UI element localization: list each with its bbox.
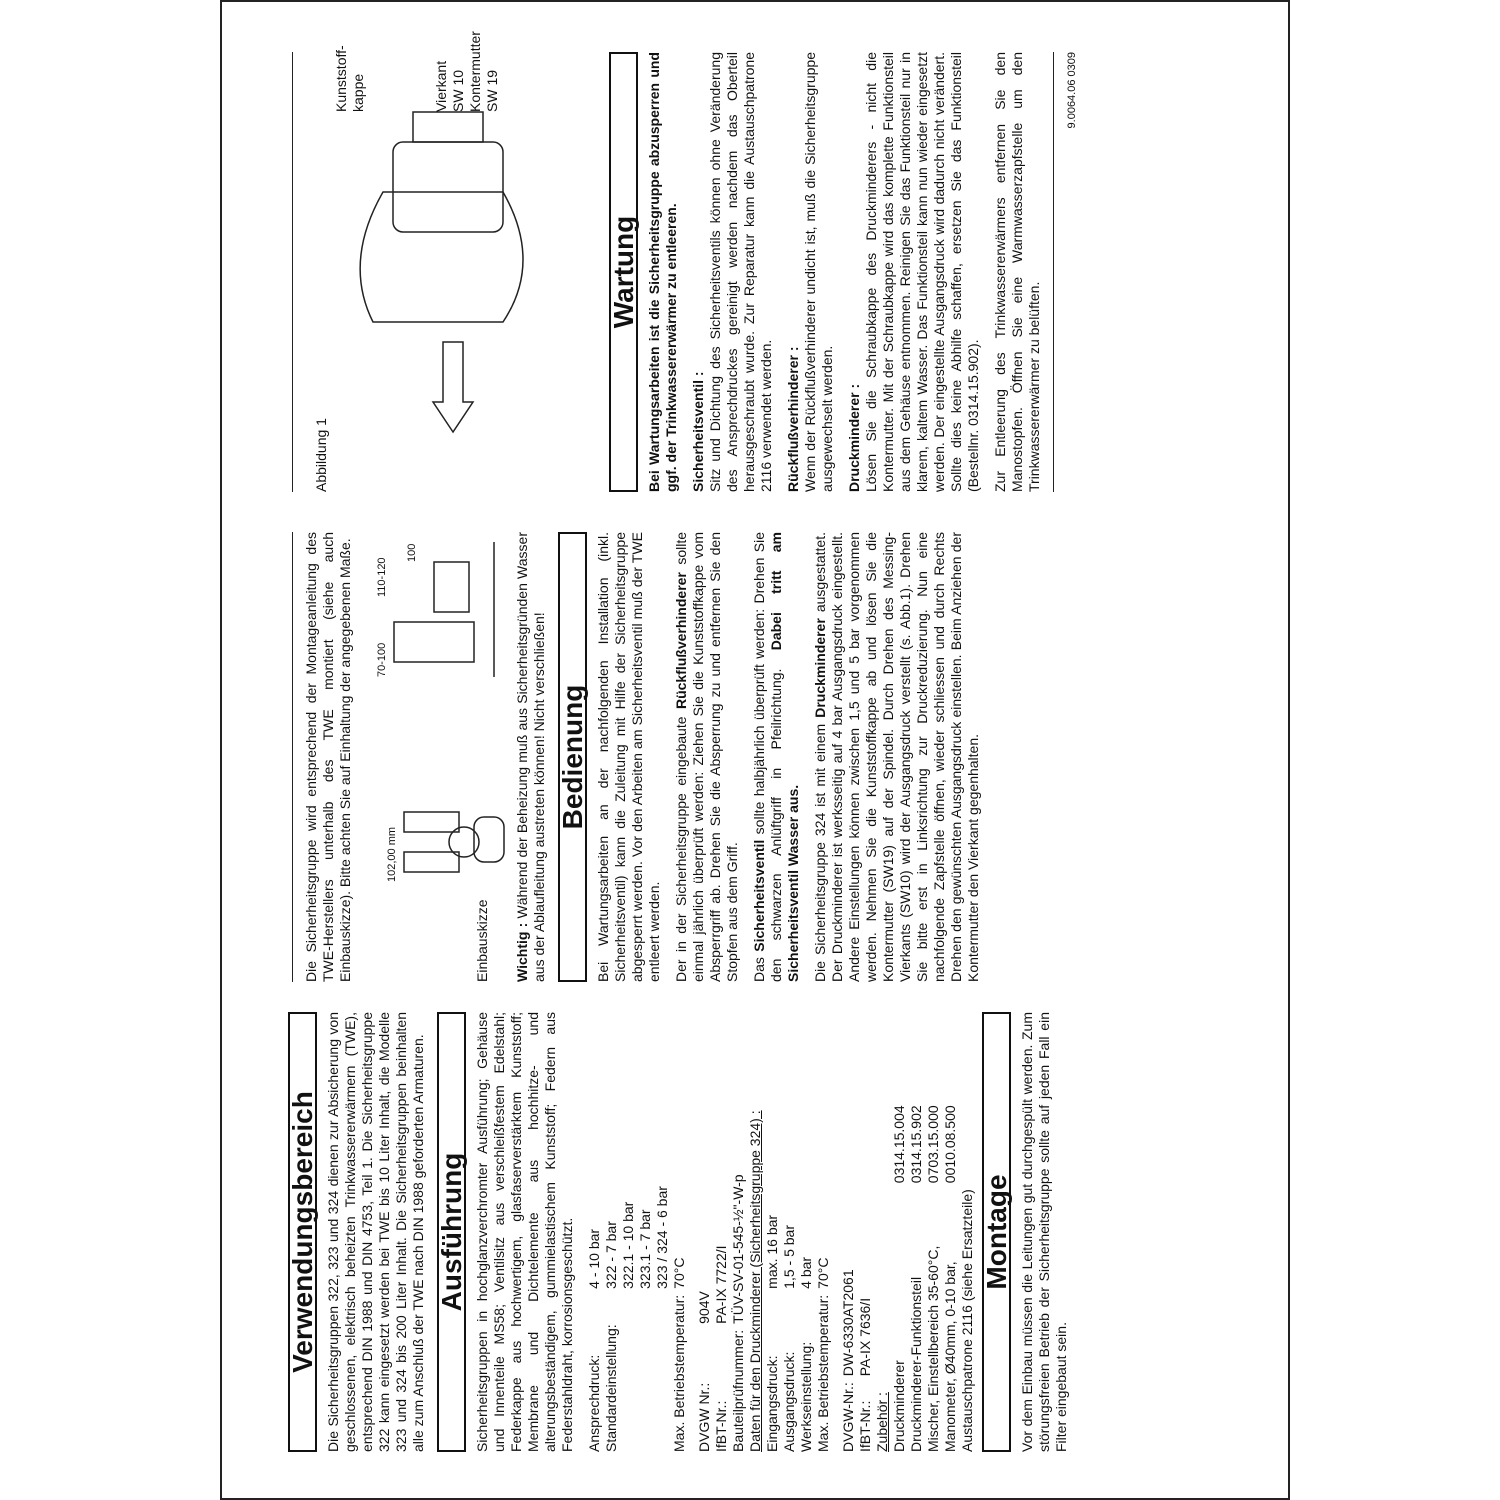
rotated-sheet	[262, 32, 1272, 1472]
spec-table-1: Ansprechdruck: 4 - 10 bar Standardeinstellung: 322 - 7 bar 322.1 - 10 bar 323.1 - 7 bar 323 / 324 - 6 bar Max. Betriebstemperatur: 70°C	[586, 1186, 687, 1452]
label-sw10: SW 10	[450, 69, 466, 112]
einbauskizze-label: Einbauskizze	[474, 899, 490, 982]
heading-wartung: Wartung	[609, 52, 638, 492]
document-page	[220, 0, 1290, 1500]
heading-montage: Montage	[982, 1012, 1011, 1452]
label-kunststoff: Kunststoff-	[333, 45, 349, 112]
text-wartung-dm: Lösen Sie die Schraubkappe des Druckminderers - nicht die Kontermutter. Mit der Schraubkappe wird das komplette Funktionsteil aus dem Gehäuse entnommen. Reinigen Sie das Funktionsteil nur in klarem, kaltem Wasser. Das Funktionsteil kann nun wieder eingesetzt werden. Der eingestellte Ausgangsdruck wird dadurch nicht verändert. Sollte dies keine Abhilfe schaffen, ersetzen Sie das Funktionsteil (Bestellnr. 0314.15.902).	[863, 52, 981, 492]
text-rueckfluss: Der in der Sicherheitsgruppe eingebaute Rückflußverhinderer sollte einmal jährlich überprüft werden: Ziehen Sie die Kunststoffkappe vom Absperrgriff ab. Drehen Sie die Absperrung zu und entfernen Sie den Stopfen aus dem Griff.	[673, 532, 740, 982]
text-montageanleitung: Die Sicherheitsgruppe wird entsprechend der Montageanleitung des TWE-Herstellers unterhalb des TWE montiert (siehe auch Einbauskizze). Bitte achten Sie auf Einhaltung der angegebenen Maße.	[303, 532, 353, 982]
text-montage: Vor dem Einbau müssen die Leitungen gut durchgespült werden. Zum störungsfreien Betrieb der Sicherheitsgruppe sollte auf jeden Fall ein Filter eingebaut sein.	[1019, 1012, 1069, 1452]
dim-70-100: 70-100	[376, 642, 388, 677]
heading-bedienung: Bedienung	[558, 532, 587, 982]
dim-100: 100	[406, 543, 418, 562]
text-verwendung: Die Sicherheitsgruppen 322, 323 und 324 dienen zur Absicherung von geschlossenen, elektrisch beheizten Trinkwassererwärmern (TWE), entsprechend DIN 1988 und DIN 4753, Teil 1. Die Sicherheitsgruppe 322 kann eingesetzt werden bei TWE bis 10 Liter Inhalt, die Modelle 323 und 324 bis 200 Liter Inhalt. Die Sicherheitsgruppen beinhalten alle zum Anschluß der TWE nach DIN 1988 geforderten Armaturen.	[325, 1012, 426, 1452]
column-2	[282, 532, 992, 982]
text-wartung: Bei Wartungsarbeiten ist die Sicherheitsgruppe abzusperren und ggf. der Trinkwassererwärmer zu entleeren.	[646, 52, 679, 492]
spec-table-4: DVGW-Nr.: DW-6330AT2061 IfBT-Nr.: PA-IX 7636/I	[840, 1269, 873, 1452]
label-kontermutter: Kontermutter	[467, 31, 483, 112]
text-wichtig: Wichtig : Während der Beheizung muß aus Sicherheitsgründen Wasser aus der Ablaufleitung austreten können! Nicht verschließen!	[514, 532, 547, 982]
sub-druckminderer: Druckminderer :	[846, 383, 862, 492]
abbildung-1-figure	[303, 31, 603, 492]
druckminderer-data-heading: Daten für den Druckminderer (Sicherheitsgruppe 324) :	[747, 1110, 763, 1452]
label-kappe: kappe	[350, 73, 366, 112]
text-entleerung: Zur Entleerung des Trinkwassererwärmers entfernen Sie den Manostopfen. Öffnen Sie eine Warmwasserzapfstelle um den Trinkwassererwärmer zu belüften.	[992, 52, 1042, 492]
text-bedienung: Bei Wartungsarbeiten an der nachfolgenden Installation (inkl. Sicherheitsventil) kann die Zuleitung mit Hilfe der Sicherheitsgruppe abgesperrt werden. Vor den Arbeiten am Sicherheitsventil muß der TWE entleert werden.	[595, 532, 662, 982]
text-ausfuehrung: Sicherheitsgruppen in hochglanzverchromter Ausführung; Gehäuse und Innenteile MS58; Ventilsitz aus verschleißfestem Edelstahl; Federkappe aus hochwertigem, glasfaserverstärktem Kunststoff; Membrane und Dichtelemente aus hochhitze- und alterungsbeständigem, gummielastischem Kunststoff; Federn aus Federstahldraht, korrosionsgeschützt.	[474, 1012, 575, 1452]
text-druckminderer: Die Sicherheitsgruppe 324 ist mit einem Druckminderer ausgestattet. Der Druckminderer ist werksseitig auf 4 bar Ausgangsdruck eingestellt. Andere Einstellungen können zwischen 1,5 und 5 bar vorgenommen werden. Nehmen Sie die Kunststoffkappe ab und lösen Sie die Kontermutter (SW19) auf der Spindel. Durch Drehen des Messing-Vierkants (SW10) wird der Ausgangsdruck verstellt (s. Abb.1). Drehen Sie bitte erst in Linksrichtung zur Druckreduzierung. Nun eine nachfolgende Zapfstelle öffnen, wieder schliessen und durch Rechts Drehen den gewünschten Ausgangsdruck einstellen. Beim Anziehen der Kontermutter den Vierkant gegenhalten.	[812, 532, 981, 982]
heading-ausfuehrung: Ausführung	[437, 1012, 466, 1452]
text-wartung-sv: Sitz und Dichtung des Sicherheitsventils können ohne Veränderung des Ansprechdruckes gereinigt werden nachdem das Oberteil herausgeschraubt wurde. Zur Reparatur kann die Austauschpatrone 2116 verwendet werden.	[707, 52, 774, 492]
column-1	[282, 1012, 1080, 1452]
text-wartung-rf: Wenn der Rückflußverhinderer undicht ist, muß die Sicherheitsgruppe ausgewechselt werden.	[802, 52, 835, 492]
einbauskizze-figure	[364, 532, 514, 982]
spec-table-2: DVGW Nr.: 904V IfBT-Nr.: PA-IX 7722/I Bauteilprüfnummer: TÜV-SV-01-545-½"-W-p	[696, 1174, 746, 1452]
spec-table-3: Eingangsdruck: max. 16 bar Ausgangsdruck: 1,5 - 5 bar Werkseinstellung: 4 bar Max. Betriebstemperatur: 70°C	[764, 1214, 831, 1452]
label-sw19: SW 19	[484, 69, 500, 112]
zubehoer-heading: Zubehör :	[874, 1392, 890, 1452]
heading-verwendungsbereich: Verwendungsbereich	[288, 1012, 317, 1452]
label-vierkant: Vierkant	[433, 60, 449, 112]
sub-sicherheitsventil: Sicherheitsventil :	[690, 371, 706, 492]
doc-code: 9.0064.06 0309	[1066, 52, 1078, 129]
valve-drawing	[303, 52, 603, 492]
column-3	[282, 31, 1081, 492]
text-sicherheitsventil: Das Sicherheitsventil sollte halbjährlich überprüft werden: Drehen Sie den schwarzen Anlüftgriff in Pfeilrichtung. Dabei tritt am Sicherheitsventil Wasser aus.	[751, 532, 801, 982]
accessories-table: Druckminderer 0314.15.004 Druckminderer-Funktionsteil 0314.15.902 Mischer, Einstellbereich 35-60°C, 0703.15.000 Manometer, Ø40mm, 0-10 bar, 0010.08.500 Austauschpatrone 2116 (siehe Ersatzteile)	[891, 1105, 975, 1452]
installation-sketch	[364, 532, 514, 982]
dim-110-120: 110-120	[376, 557, 388, 597]
sub-rueckfluss: Rückflußverhinderer :	[785, 346, 801, 492]
dim-102: 102,00 mm	[386, 826, 398, 882]
abbildung-label: Abbildung 1	[313, 418, 329, 492]
